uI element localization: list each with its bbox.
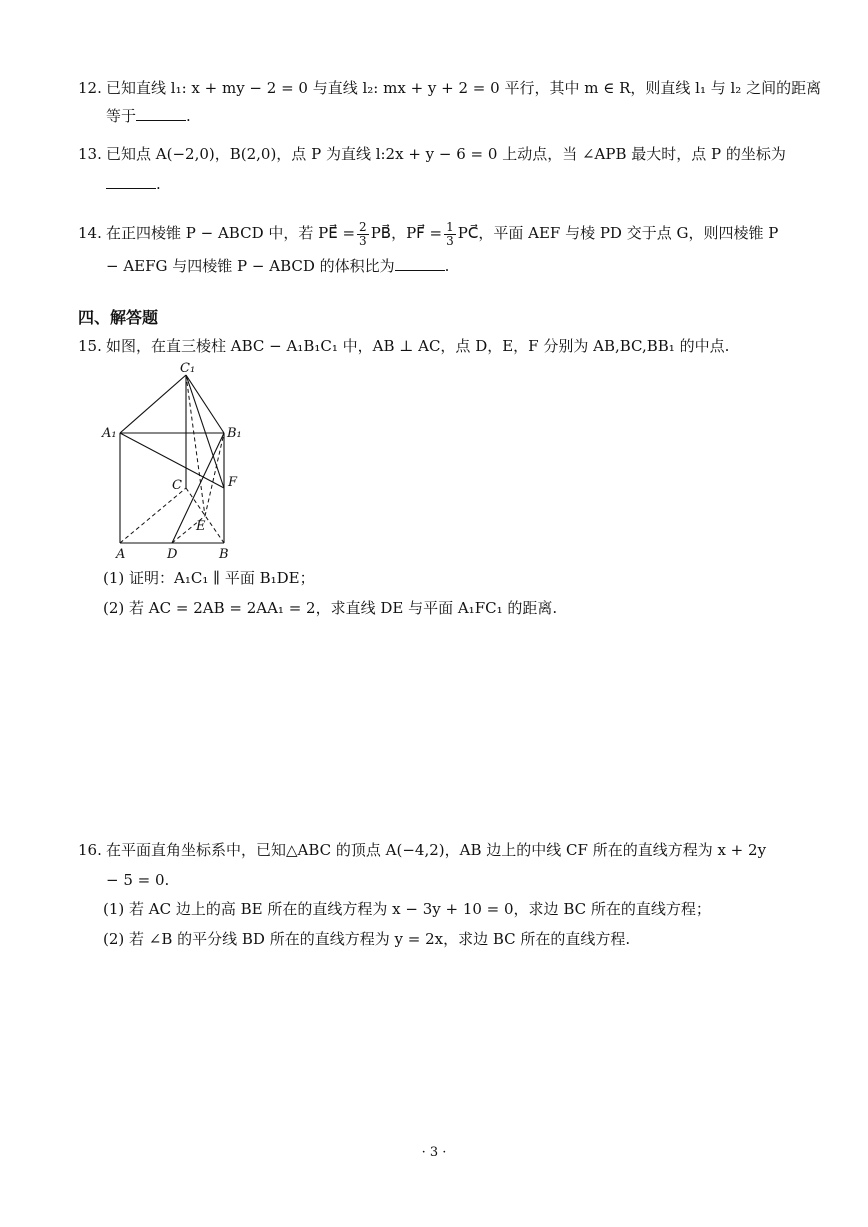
- label-a1: A₁: [102, 426, 117, 441]
- q12-line2: 等于 .: [106, 107, 191, 125]
- q14-text-a: 在正四棱锥 P − ABCD 中，若 PE⃗ =: [106, 224, 356, 242]
- q14-text-c: PC⃗，平面 AEF 与棱 PD 交于点 G，则四棱锥 P: [457, 224, 779, 242]
- segment-eb1: [205, 433, 224, 516]
- q14-text-2: − AEFG 与四棱锥 P − ABCD 的体积比为: [106, 257, 395, 275]
- q16-sub1: (1) 若 AC 边上的高 BE 所在的直线方程为 x − 3y + 10 = 0，求边 BC 所在的直线方程；: [103, 900, 711, 918]
- label-e: E: [196, 519, 206, 534]
- q15-text-1: 如图，在直三棱柱 ABC − A₁B₁C₁ 中，AB ⊥ AC，点 D，E，F 分别为 AB,BC,BB₁ 的中点.: [106, 337, 730, 355]
- q16-number: 16.: [78, 841, 102, 859]
- q15-number: 15.: [78, 337, 102, 355]
- q12-text-1: 已知直线 l₁: x + my − 2 = 0 与直线 l₂: mx + y + 2 = 0 平行，其中 m ∈ R，则直线 l₁ 与 l₂ 之间的距离: [106, 79, 822, 97]
- label-d: D: [167, 547, 178, 562]
- answer-blank: [106, 174, 156, 189]
- q16-text-1: 在平面直角坐标系中，已知△ABC 的顶点 A(−4,2)，AB 边上的中线 CF 所在的直线方程为 x + 2y: [106, 841, 767, 859]
- fraction-one-third: $\frac{1}{3}$: [446, 219, 454, 248]
- page-number: · 3 ·: [421, 1145, 447, 1160]
- q15-sub1: (1) 证明：A₁C₁ ∥ 平面 B₁DE；: [103, 569, 315, 587]
- label-c1: C₁: [180, 362, 196, 376]
- q16-sub2: (2) 若 ∠B 的平分线 BD 所在的直线方程为 y = 2x，求边 BC 所在的直线方程.: [103, 930, 631, 948]
- q16-line2: − 5 = 0.: [106, 871, 170, 889]
- q12-text-2: 等于: [106, 107, 137, 125]
- q12-line1: [78, 78, 821, 98]
- q16-line1: [78, 840, 766, 860]
- answer-blank: [395, 256, 445, 271]
- q15-sub2: (2) 若 AC = 2AB = 2AA₁ = 2，求直线 DE 与平面 A₁FC₁ 的距离.: [103, 599, 558, 617]
- edge-c1b1: [186, 375, 224, 433]
- q14-line2: − AEFG 与四棱锥 P − ABCD 的体积比为 .: [106, 257, 450, 275]
- label-c: C: [172, 478, 182, 493]
- answer-blank: [136, 106, 186, 121]
- section-heading: 四、解答题: [78, 308, 159, 327]
- q13-line1: [78, 144, 786, 164]
- label-b1: B₁: [227, 426, 242, 441]
- label-b: B: [219, 547, 229, 562]
- fraction-two-thirds: $\frac{2}{3}$: [359, 219, 367, 248]
- q14-line1: [78, 218, 778, 248]
- q14-number: 14.: [78, 224, 102, 242]
- q15-line1: [78, 336, 729, 356]
- edge-a1c1: [120, 375, 186, 433]
- segment-c1e: [186, 375, 205, 516]
- q14-text-b: PB⃗，PF⃗ =: [370, 224, 443, 242]
- label-a: A: [116, 547, 126, 562]
- q13-line2: .: [106, 174, 161, 194]
- q13-number: 13.: [78, 145, 102, 163]
- q12-number: 12.: [78, 79, 102, 97]
- label-f: F: [228, 475, 238, 490]
- prism-figure: [100, 362, 260, 562]
- q13-text-1: 已知点 A(−2,0)，B(2,0)，点 P 为直线 l:2x + y − 6 = 0 上动点，当 ∠APB 最大时，点 P 的坐标为: [106, 145, 786, 163]
